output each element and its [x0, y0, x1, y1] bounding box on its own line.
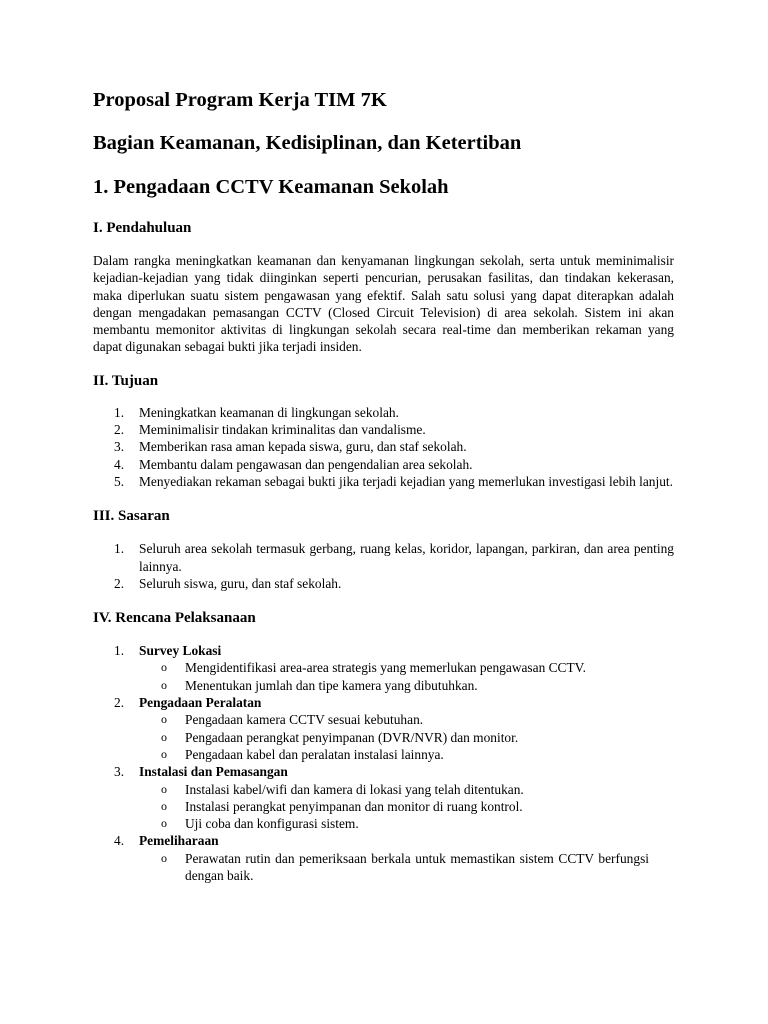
list-item-text: Meningkatkan keamanan di lingkungan sekolah.: [139, 404, 399, 420]
sub-list-item: [139, 781, 674, 798]
bullet-icon: o: [161, 660, 167, 675]
sub-item-text: Pengadaan perangkat penyimpanan (DVR/NVR) dan monitor.: [185, 729, 519, 745]
section-heading-sasaran: III. Sasaran: [93, 508, 170, 525]
step-title: Survey Lokasi: [139, 643, 222, 659]
bullet-icon: o: [161, 781, 167, 796]
list-item: [93, 421, 674, 438]
sasaran-list: [93, 540, 674, 592]
sub-list: [139, 659, 674, 694]
section-heading-rencana: IV. Rencana Pelaksanaan: [93, 610, 256, 627]
bullet-icon: o: [161, 729, 167, 744]
list-item-text: Memberikan rasa aman kepada siswa, guru, dan staf sekolah.: [139, 439, 467, 455]
list-number: 3.: [114, 764, 125, 780]
list-number: 2.: [114, 575, 125, 591]
sub-list-item: [139, 677, 674, 694]
step-title: Instalasi dan Pemasangan: [139, 764, 288, 780]
sub-list: [139, 781, 674, 833]
list-item: [93, 763, 674, 832]
list-number: 5.: [114, 473, 125, 489]
sub-item-text: Pengadaan kabel dan peralatan instalasi lainnya.: [185, 746, 444, 762]
list-item: [93, 404, 674, 421]
list-item-text: Membantu dalam pengawasan dan pengendalian area sekolah.: [139, 456, 473, 472]
bullet-icon: o: [161, 677, 167, 692]
bullet-icon: o: [161, 746, 167, 761]
list-item: [93, 540, 674, 575]
list-item: [93, 642, 674, 694]
rencana-list: [93, 642, 674, 884]
list-number: 1.: [114, 541, 125, 557]
sub-list-item: [139, 729, 674, 746]
sub-item-text: Instalasi kabel/wifi dan kamera di lokasi yang telah ditentukan.: [185, 781, 524, 797]
list-item-text: Meminimalisir tindakan kriminalitas dan vandalisme.: [139, 422, 426, 438]
sub-item-text: Perawatan rutin dan pemeriksaan berkala untuk memastikan sistem CCTV berfungsi dengan baik.: [185, 850, 649, 884]
list-item-text: Menyediakan rekaman sebagai bukti jika terjadi kejadian yang memerlukan investigasi lebih lanjut.: [139, 473, 673, 489]
list-item: [93, 694, 674, 763]
sub-item-text: Menentukan jumlah dan tipe kamera yang dibutuhkan.: [185, 677, 478, 693]
sub-item-text: Instalasi perangkat penyimpanan dan monitor di ruang kontrol.: [185, 798, 523, 814]
pendahuluan-paragraph: Dalam rangka meningkatkan keamanan dan kenyamanan lingkungan sekolah, serta untuk meminimalisir kejadian-kejadian yang tidak diinginkan seperti pencurian, perusakan fasilitas, dan tindakan kekerasan, maka diperlukan suatu sistem pengawasan yang efektif. Salah satu solusi yang dapat diterapkan adalah dengan mengadakan pemasangan CCTV (Closed Circuit Television) di area sekolah. Sistem ini akan membantu memonitor aktivitas di lingkungan sekolah secara real-time dan memberikan rekaman yang dapat digunakan sebagai bukti jika terjadi insiden.: [93, 253, 674, 355]
document-title: Proposal Program Kerja TIM 7K: [93, 89, 387, 111]
section-heading-pendahuluan: I. Pendahuluan: [93, 220, 192, 236]
step-title: Pengadaan Peralatan: [139, 695, 262, 711]
list-item: [93, 575, 674, 592]
sub-list: [139, 711, 674, 763]
sub-list-item: [139, 746, 674, 763]
list-item: [93, 456, 674, 473]
document-subtitle: Bagian Keamanan, Kedisiplinan, dan Ketertiban: [93, 132, 522, 154]
list-number: 1.: [114, 643, 125, 659]
list-number: 1.: [114, 404, 125, 420]
list-number: 4.: [114, 456, 125, 472]
program-title: 1. Pengadaan CCTV Keamanan Sekolah: [93, 176, 449, 198]
list-number: 2.: [114, 422, 125, 438]
sub-list: [139, 850, 674, 885]
section-heading-tujuan: II. Tujuan: [93, 372, 159, 389]
document-content: [93, 86, 674, 884]
sub-item-text: Mengidentifikasi area-area strategis yang memerlukan pengawasan CCTV.: [185, 660, 586, 676]
list-item: [93, 473, 674, 490]
bullet-icon: o: [161, 816, 167, 831]
bullet-icon: o: [161, 850, 167, 865]
list-number: 2.: [114, 695, 125, 711]
list-number: 4.: [114, 833, 125, 849]
sub-item-text: Uji coba dan konfigurasi sistem.: [185, 816, 359, 832]
tujuan-list: [93, 404, 674, 490]
sub-list-item: [139, 798, 674, 815]
list-item-text: Seluruh area sekolah termasuk gerbang, ruang kelas, koridor, lapangan, parkiran, dan area penting lainnya.: [139, 541, 674, 574]
bullet-icon: o: [161, 712, 167, 727]
list-number: 3.: [114, 439, 125, 455]
list-item-text: Seluruh siswa, guru, dan staf sekolah.: [139, 575, 342, 591]
list-item: [93, 438, 674, 455]
sub-list-item: [139, 711, 674, 728]
bullet-icon: o: [161, 798, 167, 813]
sub-list-item: [139, 850, 674, 885]
sub-item-text: Pengadaan kamera CCTV sesuai kebutuhan.: [185, 712, 424, 728]
sub-list-item: [139, 815, 674, 832]
step-title: Pemeliharaan: [139, 833, 219, 849]
sub-list-item: [139, 659, 674, 676]
list-item: [93, 832, 674, 884]
